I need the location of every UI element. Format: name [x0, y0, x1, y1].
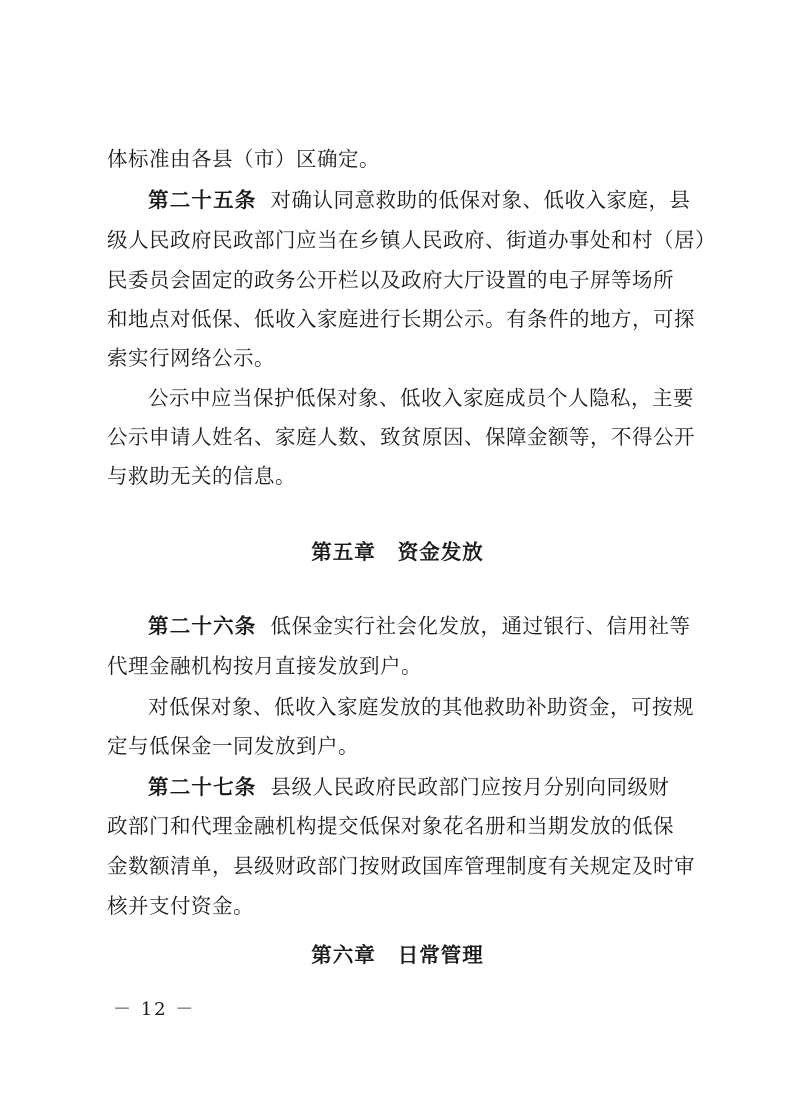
article-27-label: 第二十七条 [148, 775, 257, 799]
page-number: － 12 － [113, 999, 196, 1020]
chapter-5-number: 第五章 [311, 540, 376, 564]
chapter-6-number: 第六章 [311, 943, 376, 967]
chapter-5-title: 资金发放 [397, 540, 484, 564]
chapter-5-heading [0, 538, 795, 566]
text-line: 公示申请人姓名、家庭人数、致贫原因、保障金额等，不得公开 [107, 425, 695, 449]
text-line: 级人民政府民政部门应当在乡镇人民政府、街道办事处和村（居） [107, 228, 716, 252]
text-line: 民委员会固定的政务公开栏以及政府大厅设置的电子屏等场所 [107, 268, 674, 292]
article-25 [148, 186, 691, 214]
article-26-label: 第二十六条 [148, 614, 257, 638]
article-27 [148, 773, 670, 801]
text-line: 定与低保金一同发放到户。 [107, 734, 359, 758]
article-27-text: 县级人民政府民政部门应按月分别向同级财 [270, 775, 670, 799]
text-line: 体标准由各县（市）区确定。 [107, 147, 380, 171]
text-line: 与救助无关的信息。 [107, 464, 296, 488]
article-26 [148, 612, 691, 640]
chapter-6-title: 日常管理 [397, 943, 484, 967]
text-line: 公示中应当保护低保对象、低收入家庭成员个人隐私，主要 [148, 386, 694, 410]
text-line: 政部门和代理金融机构提交低保对象花名册和当期发放的低保 [107, 814, 674, 838]
text-line: 对低保对象、低收入家庭发放的其他救助补助资金，可按规 [148, 695, 694, 719]
article-25-label: 第二十五条 [148, 188, 257, 212]
chapter-6-heading [0, 941, 795, 969]
article-26-text: 低保金实行社会化发放，通过银行、信用社等 [270, 614, 691, 638]
text-line: 代理金融机构按月直接发放到户。 [107, 654, 422, 678]
text-line: 和地点对低保、低收入家庭进行长期公示。有条件的地方，可探 [107, 307, 695, 331]
text-line: 索实行网络公示。 [107, 346, 275, 370]
text-line: 金数额清单，县级财政部门按财政国库管理制度有关规定及时审 [107, 854, 695, 878]
article-25-text: 对确认同意救助的低保对象、低收入家庭，县 [270, 188, 691, 212]
text-line: 核并支付资金。 [107, 894, 254, 918]
